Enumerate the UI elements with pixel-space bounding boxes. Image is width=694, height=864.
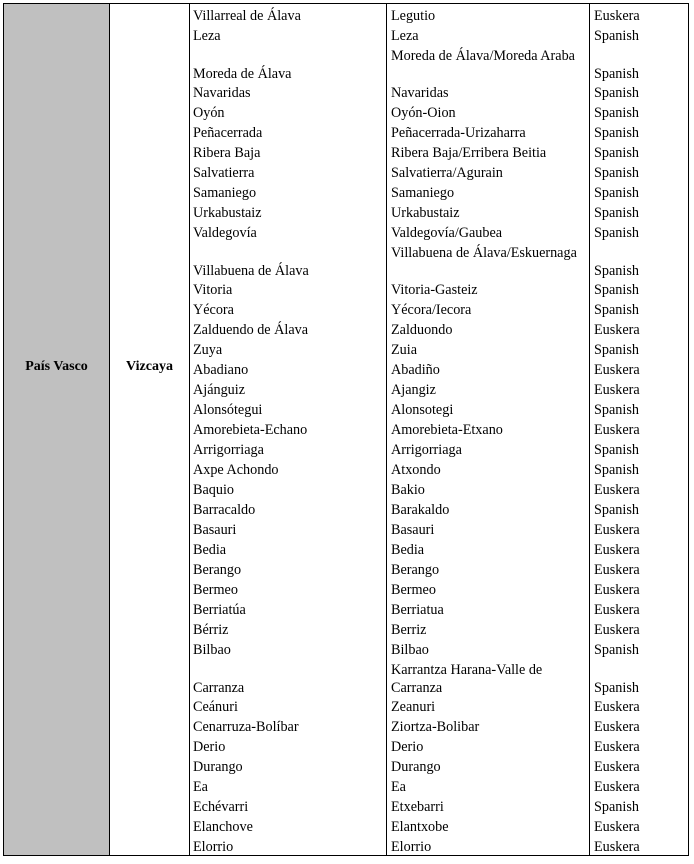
local-name-cell: Bilbao	[391, 642, 429, 658]
table-row	[4, 6, 688, 26]
local-name-cell: Legutio	[391, 8, 436, 24]
language-cell: Spanish	[594, 442, 639, 458]
local-name-cell: Bedia	[391, 542, 425, 558]
local-name-cell: Yécora/Iecora	[391, 302, 472, 318]
official-name-cell: Abadiano	[193, 362, 249, 378]
local-name-cell: Alonsotegi	[391, 402, 454, 418]
official-name-cell: Bermeo	[193, 582, 238, 598]
official-name-cell: Carranza	[193, 680, 245, 696]
official-name-cell: Baquio	[193, 482, 234, 498]
language-cell: Euskera	[594, 819, 640, 835]
official-name-cell: Samaniego	[193, 185, 257, 201]
table-row	[4, 243, 688, 280]
local-name-cell: Oyón-Oion	[391, 105, 456, 121]
language-cell: Euskera	[594, 699, 640, 715]
local-name-cell: Durango	[391, 759, 441, 775]
language-cell: Spanish	[594, 462, 639, 478]
local-name-cell: Navaridas	[391, 85, 449, 101]
local-name-cell: Moreda de Álava/Moreda Araba	[391, 48, 575, 64]
local-name-cell: Berriz	[391, 622, 427, 638]
table-row	[4, 697, 688, 717]
local-name-cell: Samaniego	[391, 185, 455, 201]
language-cell: Euskera	[594, 779, 640, 795]
language-cell: Spanish	[594, 402, 639, 418]
table-row	[4, 520, 688, 540]
official-name-cell: Echévarri	[193, 799, 249, 815]
language-cell: Euskera	[594, 522, 640, 538]
official-name-cell: Moreda de Álava	[193, 66, 292, 82]
table-row	[4, 640, 688, 660]
local-name-cell: Bakio	[391, 482, 425, 498]
table-row	[4, 560, 688, 580]
local-name-cell: Villabuena de Álava/Eskuernaga	[391, 245, 577, 261]
local-name-cell: Ea	[391, 779, 406, 795]
official-name-cell: Salvatierra	[193, 165, 255, 181]
table-row	[4, 203, 688, 223]
local-name-cell: Zuia	[391, 342, 417, 358]
language-cell: Spanish	[594, 66, 639, 82]
local-name-cell: Etxebarri	[391, 799, 444, 815]
language-cell: Spanish	[594, 205, 639, 221]
official-name-cell: Bilbao	[193, 642, 231, 658]
local-name-cell: Ajangiz	[391, 382, 436, 398]
language-cell: Euskera	[594, 482, 640, 498]
official-name-cell: Vitoria	[193, 282, 233, 298]
local-name-cell: Zalduondo	[391, 322, 453, 338]
language-cell: Euskera	[594, 542, 640, 558]
official-name-cell: Ajánguiz	[193, 382, 246, 398]
language-cell: Spanish	[594, 185, 639, 201]
language-cell: Euskera	[594, 602, 640, 618]
table-row	[4, 26, 688, 46]
language-cell: Spanish	[594, 263, 639, 279]
official-name-cell: Yécora	[193, 302, 234, 318]
language-cell: Spanish	[594, 680, 639, 696]
official-name-cell: Ribera Baja	[193, 145, 261, 161]
local-name-cell: Elantxobe	[391, 819, 449, 835]
local-name-cell: Ribera Baja/Erribera Beitia	[391, 145, 547, 161]
table-row	[4, 280, 688, 300]
language-cell: Euskera	[594, 382, 640, 398]
official-name-cell: Arrigorriaga	[193, 442, 264, 458]
official-name-cell: Durango	[193, 759, 243, 775]
official-name-cell: Zalduendo de Álava	[193, 322, 309, 338]
official-name-cell: Axpe Achondo	[193, 462, 279, 478]
table-row	[4, 717, 688, 737]
official-name-cell: Elorrio	[193, 839, 234, 855]
local-name-cell: Barakaldo	[391, 502, 450, 518]
language-cell: Spanish	[594, 799, 639, 815]
language-cell: Spanish	[594, 282, 639, 298]
local-name-cell: Zeanuri	[391, 699, 436, 715]
region-label: País Vasco	[25, 359, 88, 374]
table-row	[4, 777, 688, 797]
local-name-cell: Ziortza-Bolibar	[391, 719, 480, 735]
local-name-cell: Elorrio	[391, 839, 432, 855]
language-cell: Euskera	[594, 719, 640, 735]
official-name-cell: Ea	[193, 779, 208, 795]
language-cell: Euskera	[594, 839, 640, 855]
local-name-cell: Vitoria-Gasteiz	[391, 282, 478, 298]
language-cell: Euskera	[594, 739, 640, 755]
table-row	[4, 600, 688, 620]
official-name-cell: Basauri	[193, 522, 237, 538]
language-cell: Spanish	[594, 28, 639, 44]
language-cell: Spanish	[594, 125, 639, 141]
official-name-cell: Peñacerrada	[193, 125, 263, 141]
official-name-cell: Ceánuri	[193, 699, 238, 715]
municipality-table	[3, 3, 689, 856]
official-name-cell: Berriatúa	[193, 602, 246, 618]
official-name-cell: Alonsótegui	[193, 402, 263, 418]
language-cell: Euskera	[594, 422, 640, 438]
table-body	[4, 6, 688, 857]
language-cell: Euskera	[594, 582, 640, 598]
language-cell: Euskera	[594, 362, 640, 378]
language-cell: Spanish	[594, 225, 639, 241]
table-row	[4, 300, 688, 320]
table-row	[4, 223, 688, 243]
local-name-cell: Karrantza Harana-Valle de Carranza	[391, 662, 543, 696]
table-row	[4, 540, 688, 560]
official-name-cell: Bedia	[193, 542, 227, 558]
local-name-cell: Derio	[391, 739, 424, 755]
official-name-cell: Derio	[193, 739, 226, 755]
table-row	[4, 660, 688, 697]
table-row	[4, 400, 688, 420]
official-name-cell: Valdegovía	[193, 225, 257, 241]
table-row	[4, 340, 688, 360]
table-row	[4, 480, 688, 500]
local-name-cell: Berango	[391, 562, 440, 578]
table-row	[4, 817, 688, 837]
local-name-cell: Leza	[391, 28, 419, 44]
language-cell: Euskera	[594, 759, 640, 775]
language-cell: Spanish	[594, 85, 639, 101]
official-name-cell: Leza	[193, 28, 221, 44]
official-name-cell: Bérriz	[193, 622, 229, 638]
local-name-cell: Amorebieta-Etxano	[391, 422, 503, 438]
table-row	[4, 837, 688, 857]
table-row	[4, 143, 688, 163]
official-name-cell: Barracaldo	[193, 502, 256, 518]
table-row	[4, 797, 688, 817]
table-row	[4, 737, 688, 757]
local-name-cell: Urkabustaiz	[391, 205, 460, 221]
province-label: Vizcaya	[126, 359, 173, 374]
official-name-cell: Elanchove	[193, 819, 253, 835]
official-name-cell: Navaridas	[193, 85, 251, 101]
local-name-cell: Berriatua	[391, 602, 444, 618]
table-row	[4, 83, 688, 103]
language-cell: Spanish	[594, 145, 639, 161]
language-cell: Spanish	[594, 105, 639, 121]
table-row	[4, 183, 688, 203]
local-name-cell: Atxondo	[391, 462, 441, 478]
table-row	[4, 320, 688, 340]
table-row	[4, 440, 688, 460]
language-cell: Spanish	[594, 302, 639, 318]
language-cell: Spanish	[594, 502, 639, 518]
official-name-cell: Villabuena de Álava	[193, 263, 309, 279]
local-name-cell: Valdegovía/Gaubea	[391, 225, 503, 241]
language-cell: Euskera	[594, 8, 640, 24]
language-cell: Spanish	[594, 642, 639, 658]
table-row	[4, 123, 688, 143]
official-name-cell: Villarreal de Álava	[193, 8, 301, 24]
local-name-cell: Salvatierra/Agurain	[391, 165, 503, 181]
language-cell: Spanish	[594, 342, 639, 358]
table-row	[4, 500, 688, 520]
table-row	[4, 360, 688, 380]
official-name-cell: Urkabustaiz	[193, 205, 262, 221]
table-row	[4, 163, 688, 183]
official-name-cell: Amorebieta-Echano	[193, 422, 308, 438]
table-row	[4, 103, 688, 123]
local-name-cell: Bermeo	[391, 582, 436, 598]
table-row	[4, 757, 688, 777]
official-name-cell: Cenarruza-Bolíbar	[193, 719, 299, 735]
table-row	[4, 460, 688, 480]
local-name-cell: Abadiño	[391, 362, 440, 378]
table-row	[4, 380, 688, 400]
language-cell: Euskera	[594, 562, 640, 578]
table-row	[4, 46, 688, 83]
table-row	[4, 580, 688, 600]
local-name-cell: Basauri	[391, 522, 435, 538]
local-name-cell: Arrigorriaga	[391, 442, 462, 458]
language-cell: Spanish	[594, 165, 639, 181]
table-row	[4, 420, 688, 440]
local-name-cell: Peñacerrada-Urizaharra	[391, 125, 526, 141]
table-row	[4, 620, 688, 640]
language-cell: Euskera	[594, 622, 640, 638]
language-cell: Euskera	[594, 322, 640, 338]
official-name-cell: Zuya	[193, 342, 223, 358]
official-name-cell: Oyón	[193, 105, 225, 121]
official-name-cell: Berango	[193, 562, 242, 578]
